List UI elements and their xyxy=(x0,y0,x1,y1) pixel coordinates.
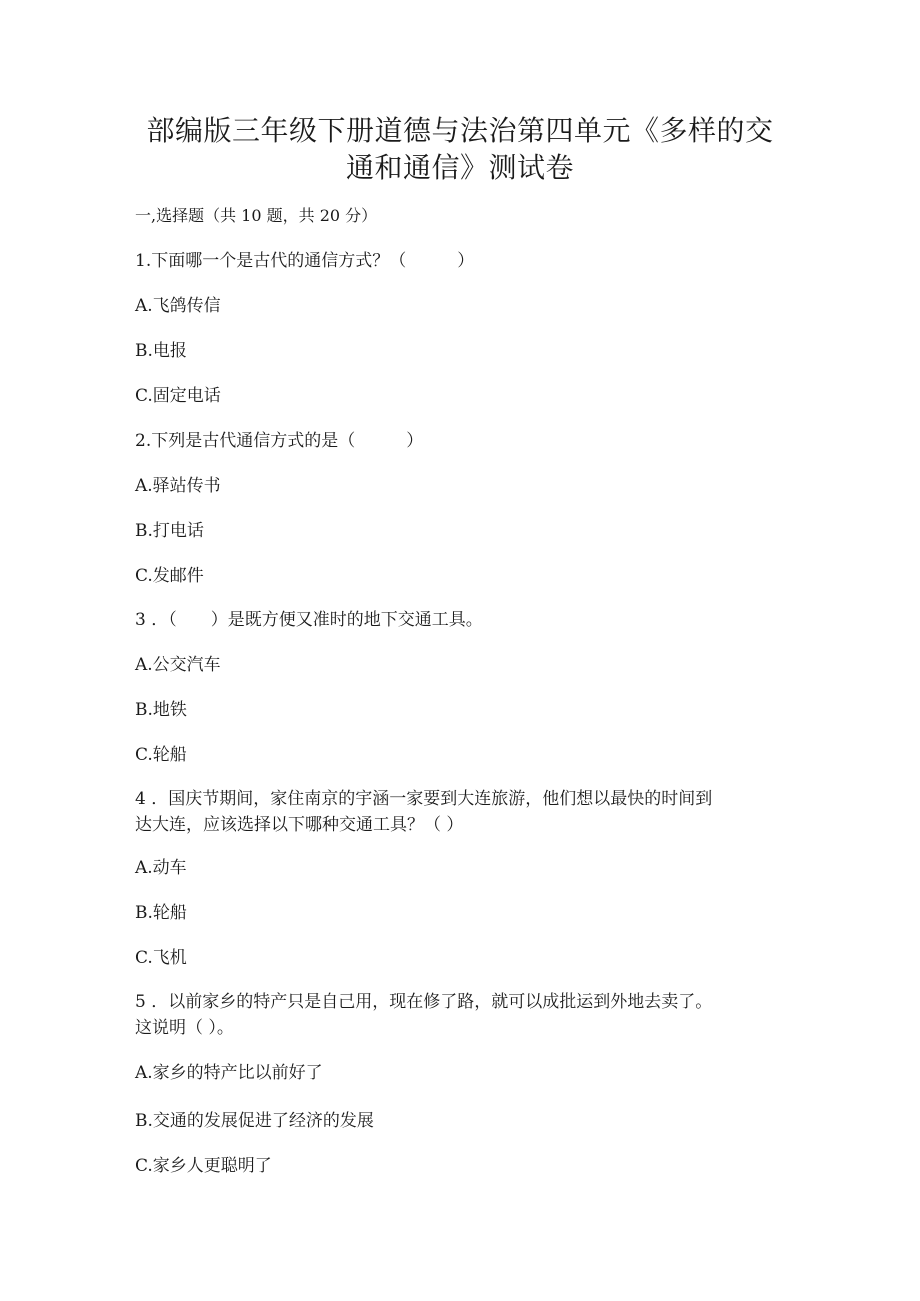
question-4-option-b: B.轮船 xyxy=(135,903,187,923)
question-2-option-c: C.发邮件 xyxy=(135,566,204,586)
question-2-stem: 2.下列是古代通信方式的是（ ） xyxy=(135,431,424,451)
question-4-option-c: C.飞机 xyxy=(135,948,187,968)
title-line-1: 部编版三年级下册道德与法治第四单元《多样的交 xyxy=(146,114,774,147)
question-4-stem-line-2: 达大连，应该选择以下哪种交通工具？（ ） xyxy=(135,815,464,835)
title-line-2: 通和通信》测试卷 xyxy=(345,151,574,184)
page-title xyxy=(140,112,780,186)
question-1-option-c: C.固定电话 xyxy=(135,386,221,406)
question-3-option-b: B.地铁 xyxy=(135,700,187,720)
question-3-option-c: C.轮船 xyxy=(135,745,187,765)
question-2-option-b: B.打电话 xyxy=(135,521,204,541)
section-heading: 一,选择题（共 10 题，共 20 分） xyxy=(135,206,378,225)
question-5-stem-line-1: 5 ．以前家乡的特产只是自己用，现在修了路，就可以成批运到外地去卖了。 xyxy=(135,992,713,1012)
question-1-option-a: A.飞鸽传信 xyxy=(135,296,221,316)
question-5-option-b: B.交通的发展促进了经济的发展 xyxy=(135,1111,374,1131)
question-5-option-c: C.家乡人更聪明了 xyxy=(135,1156,272,1176)
question-4-stem-line-1: 4 ．国庆节期间，家住南京的宇涵一家要到大连旅游，他们想以最快的时间到 xyxy=(135,789,713,809)
question-4-option-a: A.动车 xyxy=(135,858,187,878)
question-1-stem: 1.下面哪一个是古代的通信方式？（ ） xyxy=(135,251,475,271)
question-2-option-a: A.驿站传书 xyxy=(135,476,221,496)
question-3-stem: 3 ．（ ）是既方便又准时的地下交通工具。 xyxy=(135,610,483,630)
question-5-stem-line-2: 这说明（ ）。 xyxy=(135,1018,234,1038)
question-3-option-a: A.公交汽车 xyxy=(135,655,221,675)
question-5-option-a: A.家乡的特产比以前好了 xyxy=(135,1063,323,1083)
question-1-option-b: B.电报 xyxy=(135,341,187,361)
